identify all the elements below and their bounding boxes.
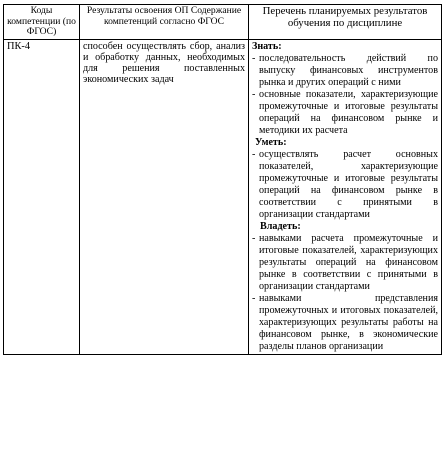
competency-code: ПК-4: [4, 39, 80, 354]
competency-table: [3, 4, 442, 355]
know-item: - основные показатели, характеризующие промежуточные и итоговые результаты операций на финансовом рынке и методики их расчета: [252, 88, 438, 136]
table-header-row: [4, 5, 442, 40]
own-label: Владеть:: [260, 220, 301, 232]
table-row: [4, 39, 442, 354]
own-item: - навыками представления промежуточных и итоговых показателей, характеризующих результаты работы на финансовом рынке, в экономические разделы планов организации: [252, 292, 438, 352]
planned-results-cell: [249, 39, 442, 354]
own-item: - навыками расчета промежуточные и итоговые показателей, характеризующих результаты операций на финансовом рынке в соответствии с принятыми в организации стандартами: [252, 232, 438, 292]
know-label: Знать:: [252, 40, 282, 52]
can-item-text: осуществлять расчет основных показателей, характеризующие промежуточные и итоговые результаты операций на финансовом рынке в соответствии с принятыми в организации стандартами: [259, 148, 438, 220]
know-item: - последовательность действий по выпуску финансовых инструментов рынка и других операций с ними: [252, 52, 438, 88]
know-item-text: последовательность действий по выпуску финансовых инструментов рынка и других операций с ними: [259, 52, 438, 88]
header-results: Результаты освоения ОП Содержание компетенций согласно ФГОС: [80, 5, 249, 40]
know-item-text: основные показатели, характеризующие промежуточные и итоговые результаты операций на финансовом рынке и методики их расчета: [259, 88, 438, 136]
competency-content: способен осуществлять сбор, анализ и обработку данных, необходимых для решения поставленных экономических задач: [80, 39, 249, 354]
header-planned-results: Перечень планируемых результатов обучения по дисциплине: [249, 5, 442, 40]
can-label: Уметь:: [255, 136, 287, 148]
can-item: - осуществлять расчет основных показателей, характеризующие промежуточные и итоговые результаты операций на финансовом рынке в соответствии с принятыми в организации стандартами: [252, 148, 438, 220]
own-item-text: навыками представления промежуточных и итоговых показателей, характеризующих результаты работы на финансовом рынке, в экономические разделы планов организации: [259, 292, 438, 352]
own-item-text: навыками расчета промежуточные и итоговые показателей, характеризующих результаты операций на финансовом рынке в соответствии с принятыми в организации стандартами: [259, 232, 438, 292]
header-codes: Коды компетенции (по ФГОС): [4, 5, 80, 40]
